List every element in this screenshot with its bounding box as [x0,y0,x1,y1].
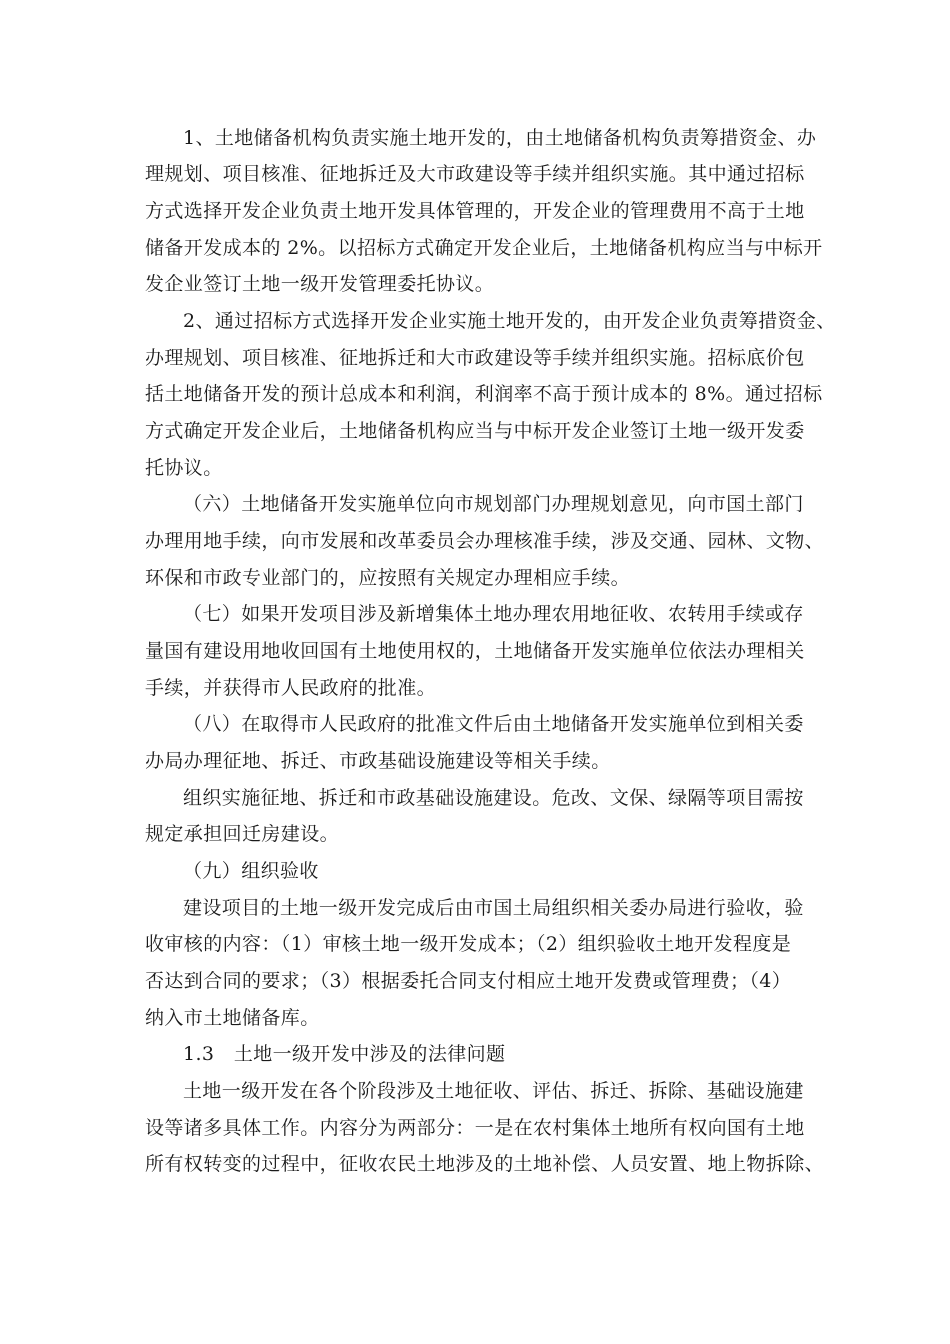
text-line: 办理用地手续，向市发展和改革委员会办理核准手续，涉及交通、园林、文物、 [145,530,825,552]
text-line: 括土地储备开发的预计总成本和利润，利润率不高于预计成本的 8%。通过招标 [145,383,823,405]
text-line: 发企业签订土地一级开发管理委托协议。 [145,273,495,295]
text-line: 收审核的内容：（1）审核土地一级开发成本；（2）组织验收土地开发程度是 [145,933,792,955]
text-line: 设等诸多具体工作。内容分为两部分：一是在农村集体土地所有权向国有土地 [145,1117,805,1139]
text-line: （六）土地储备开发实施单位向市规划部门办理规划意见，向市国土部门 [183,493,804,515]
text-line: 方式选择开发企业负责土地开发具体管理的，开发企业的管理费用不高于土地 [145,200,805,222]
text-line: 方式确定开发企业后，土地储备机构应当与中标开发企业签订土地一级开发委 [145,420,805,442]
text-line: 规定承担回迁房建设。 [145,823,340,845]
text-line: 建设项目的土地一级开发完成后由市国土局组织相关委办局进行验收，验 [183,897,804,919]
text-line: 手续，并获得市人民政府的批准。 [145,677,437,699]
text-line: 纳入市土地储备库。 [145,1007,320,1029]
text-line: 理规划、项目核准、征地拆迁及大市政建设等手续并组织实施。其中通过招标 [145,163,805,185]
text-line: 量国有建设用地收回国有土地使用权的，土地储备开发实施单位依法办理相关 [145,640,805,662]
text-line: 环保和市政专业部门的，应按照有关规定办理相应手续。 [145,567,631,589]
text-line: 办理规划、项目核准、征地拆迁和大市政建设等手续并组织实施。招标底价包 [145,347,805,369]
text-line: 组织实施征地、拆迁和市政基础设施建设。危改、文保、绿隔等项目需按 [183,787,804,809]
text-line: （八）在取得市人民政府的批准文件后由土地储备开发实施单位到相关委 [183,713,804,735]
text-line: 2、通过招标方式选择开发企业实施土地开发的，由开发企业负责筹措资金、 [183,310,836,332]
text-line: 否达到合同的要求；（3）根据委托合同支付相应土地开发费或管理费；（4） [145,970,792,992]
text-line: 储备开发成本的 2%。以招标方式确定开发企业后，土地储备机构应当与中标开 [145,237,823,259]
section-heading: （九）组织验收 [183,860,319,882]
text-line: 托协议。 [145,457,223,479]
text-line: （七）如果开发项目涉及新增集体土地办理农用地征收、农转用手续或存 [183,603,804,625]
text-line: 土地一级开发在各个阶段涉及土地征收、评估、拆迁、拆除、基础设施建 [183,1080,804,1102]
text-line: 办局办理征地、拆迁、市政基础设施建设等相关手续。 [145,750,611,772]
text-line: 1、土地储备机构负责实施土地开发的，由土地储备机构负责筹措资金、办 [183,127,817,149]
text-line: 所有权转变的过程中，征收农民土地涉及的土地补偿、人员安置、地上物拆除、 [145,1153,825,1175]
section-heading: 1.3 土地一级开发中涉及的法律问题 [183,1043,506,1065]
